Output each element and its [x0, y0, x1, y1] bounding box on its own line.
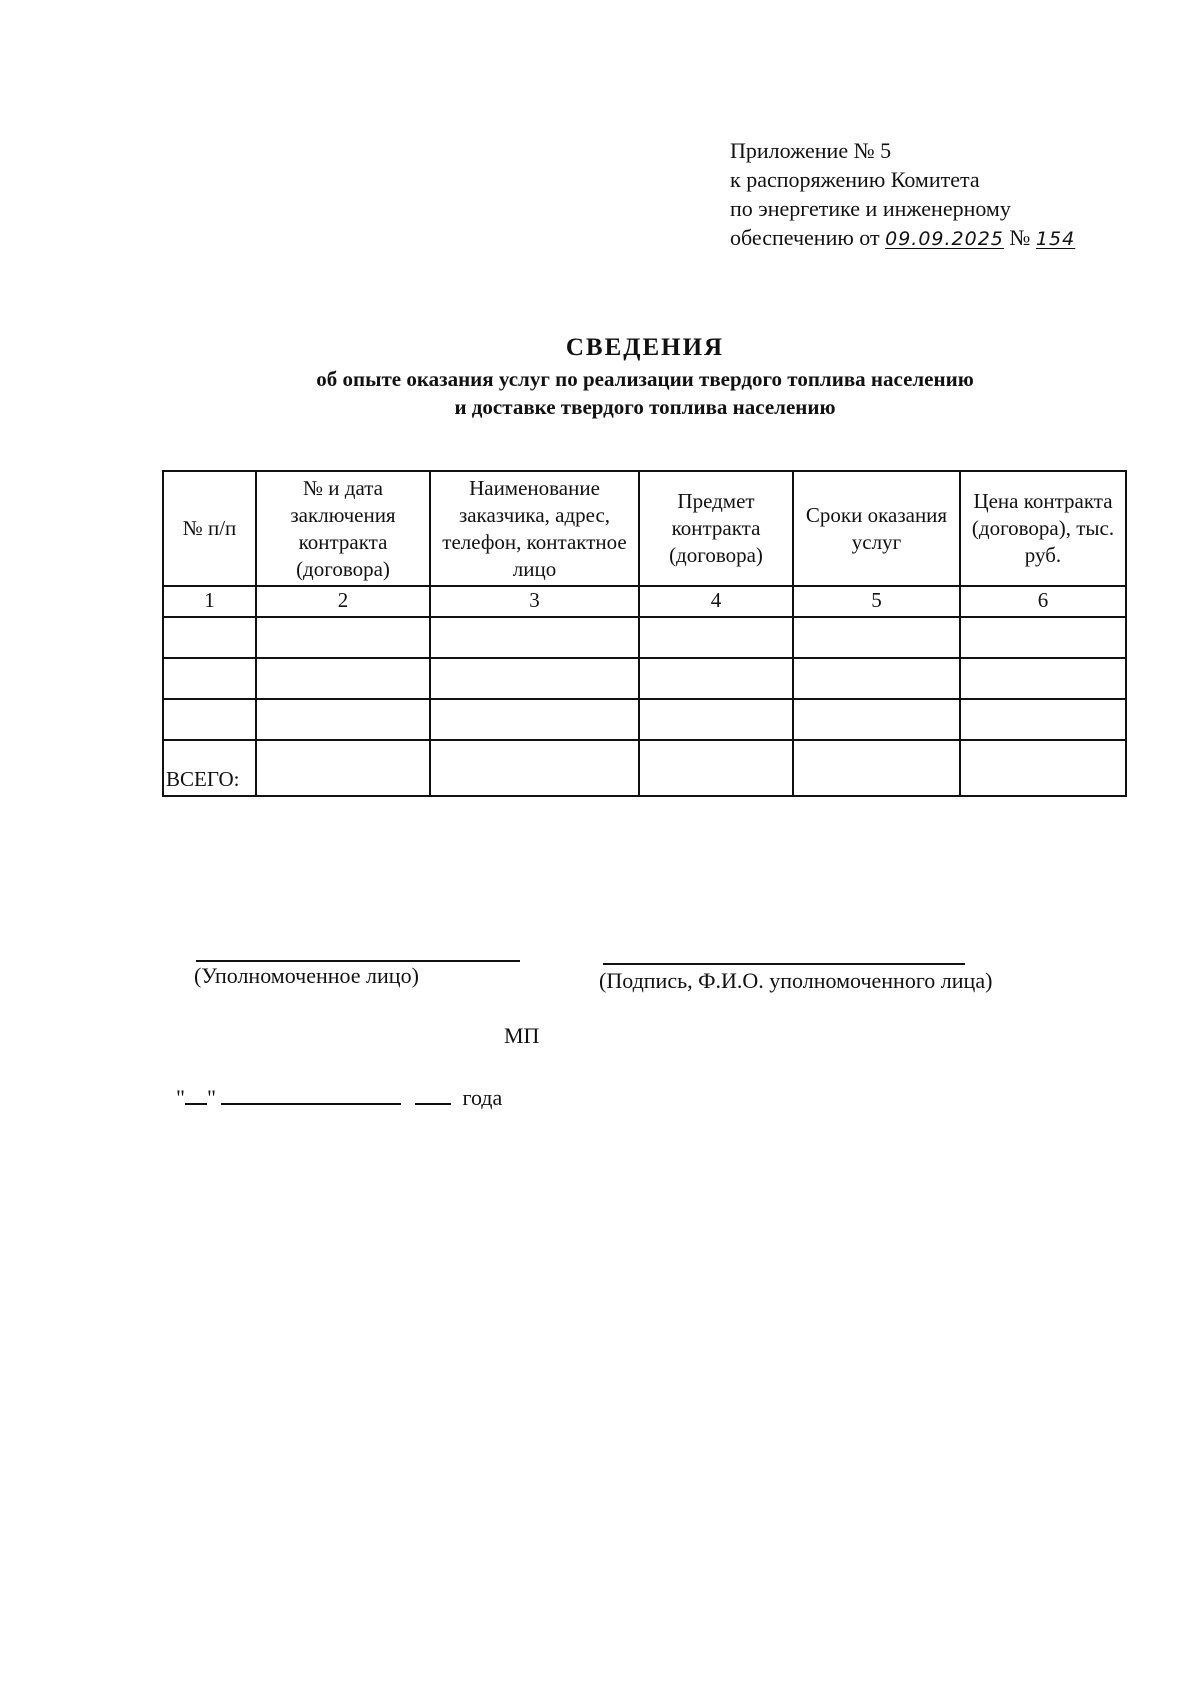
header-cell: Предмет контракта (договора)	[639, 471, 793, 586]
header-cell: № п/п	[163, 471, 256, 586]
empty-cell[interactable]	[430, 740, 639, 796]
empty-cell[interactable]	[163, 658, 256, 699]
empty-cell[interactable]	[430, 658, 639, 699]
experience-table	[162, 470, 1127, 797]
empty-cell[interactable]	[256, 699, 430, 740]
appendix-block	[730, 136, 1075, 254]
empty-cell[interactable]	[639, 699, 793, 740]
document-title	[0, 331, 1200, 421]
month-blank[interactable]	[221, 1083, 401, 1105]
empty-cell[interactable]	[256, 617, 430, 658]
empty-cell[interactable]	[430, 699, 639, 740]
empty-cell[interactable]	[639, 658, 793, 699]
empty-cell[interactable]	[960, 617, 1126, 658]
table-row	[163, 699, 1126, 740]
authorized-person-caption: (Уполномоченное лицо)	[194, 963, 419, 988]
signature-line[interactable]	[603, 963, 965, 965]
empty-cell[interactable]	[163, 699, 256, 740]
year-blank[interactable]	[415, 1083, 451, 1105]
column-number-cell: 5	[793, 586, 960, 617]
empty-cell[interactable]	[960, 740, 1126, 796]
table-row	[163, 658, 1126, 699]
header-cell: Цена контракта (договора), тыс. руб.	[960, 471, 1126, 586]
empty-cell[interactable]	[256, 740, 430, 796]
empty-cell[interactable]	[639, 617, 793, 658]
title-subtitle-2: и доставке твердого топлива населению	[454, 395, 836, 419]
appendix-line-4	[730, 223, 1075, 254]
table-row	[163, 617, 1126, 658]
empty-cell[interactable]	[430, 617, 639, 658]
column-number-row	[163, 586, 1126, 617]
empty-cell[interactable]	[793, 740, 960, 796]
table-header-row	[163, 471, 1126, 586]
empty-cell[interactable]	[639, 740, 793, 796]
empty-cell[interactable]	[793, 699, 960, 740]
total-label: ВСЕГО:	[163, 740, 256, 796]
empty-cell[interactable]	[793, 658, 960, 699]
date-quote-open: "	[176, 1085, 185, 1110]
day-blank[interactable]	[185, 1083, 207, 1105]
empty-cell[interactable]	[793, 617, 960, 658]
empty-cell[interactable]	[960, 658, 1126, 699]
title-main: СВЕДЕНИЯ	[565, 334, 725, 361]
authorized-person-line[interactable]	[196, 960, 520, 962]
empty-cell[interactable]	[163, 617, 256, 658]
header-cell: № и дата заключения контракта (договора)	[256, 471, 430, 586]
year-suffix: года	[462, 1085, 503, 1110]
empty-cell[interactable]	[960, 699, 1126, 740]
appendix-date-prefix: обеспечению от	[730, 225, 880, 250]
number-label: №	[1009, 225, 1031, 250]
column-number-cell: 1	[163, 586, 256, 617]
stamp-placeholder: МП	[504, 1023, 540, 1048]
column-number-cell: 6	[960, 586, 1126, 617]
empty-cell[interactable]	[256, 658, 430, 699]
appendix-line-3: по энергетике и инженерному	[730, 196, 1011, 221]
date-row	[176, 1083, 502, 1111]
title-subtitle-1: об опыте оказания услуг по реализации твердого топлива населению	[316, 367, 974, 391]
column-number-cell: 3	[430, 586, 639, 617]
handwritten-date: 09.09.2025	[885, 228, 1004, 250]
header-cell: Наименование заказчика, адрес, телефон, контактное лицо	[430, 471, 639, 586]
date-quote-close: "	[206, 1085, 216, 1110]
appendix-line-2: к распоряжению Комитета	[730, 167, 980, 192]
total-row	[163, 740, 1126, 796]
appendix-line-1: Приложение № 5	[730, 138, 892, 163]
handwritten-number: 154	[1035, 228, 1076, 250]
column-number-cell: 2	[256, 586, 430, 617]
column-number-cell: 4	[639, 586, 793, 617]
header-cell: Сроки оказания услуг	[793, 471, 960, 586]
signature-caption: (Подпись, Ф.И.О. уполномоченного лица)	[599, 968, 993, 993]
